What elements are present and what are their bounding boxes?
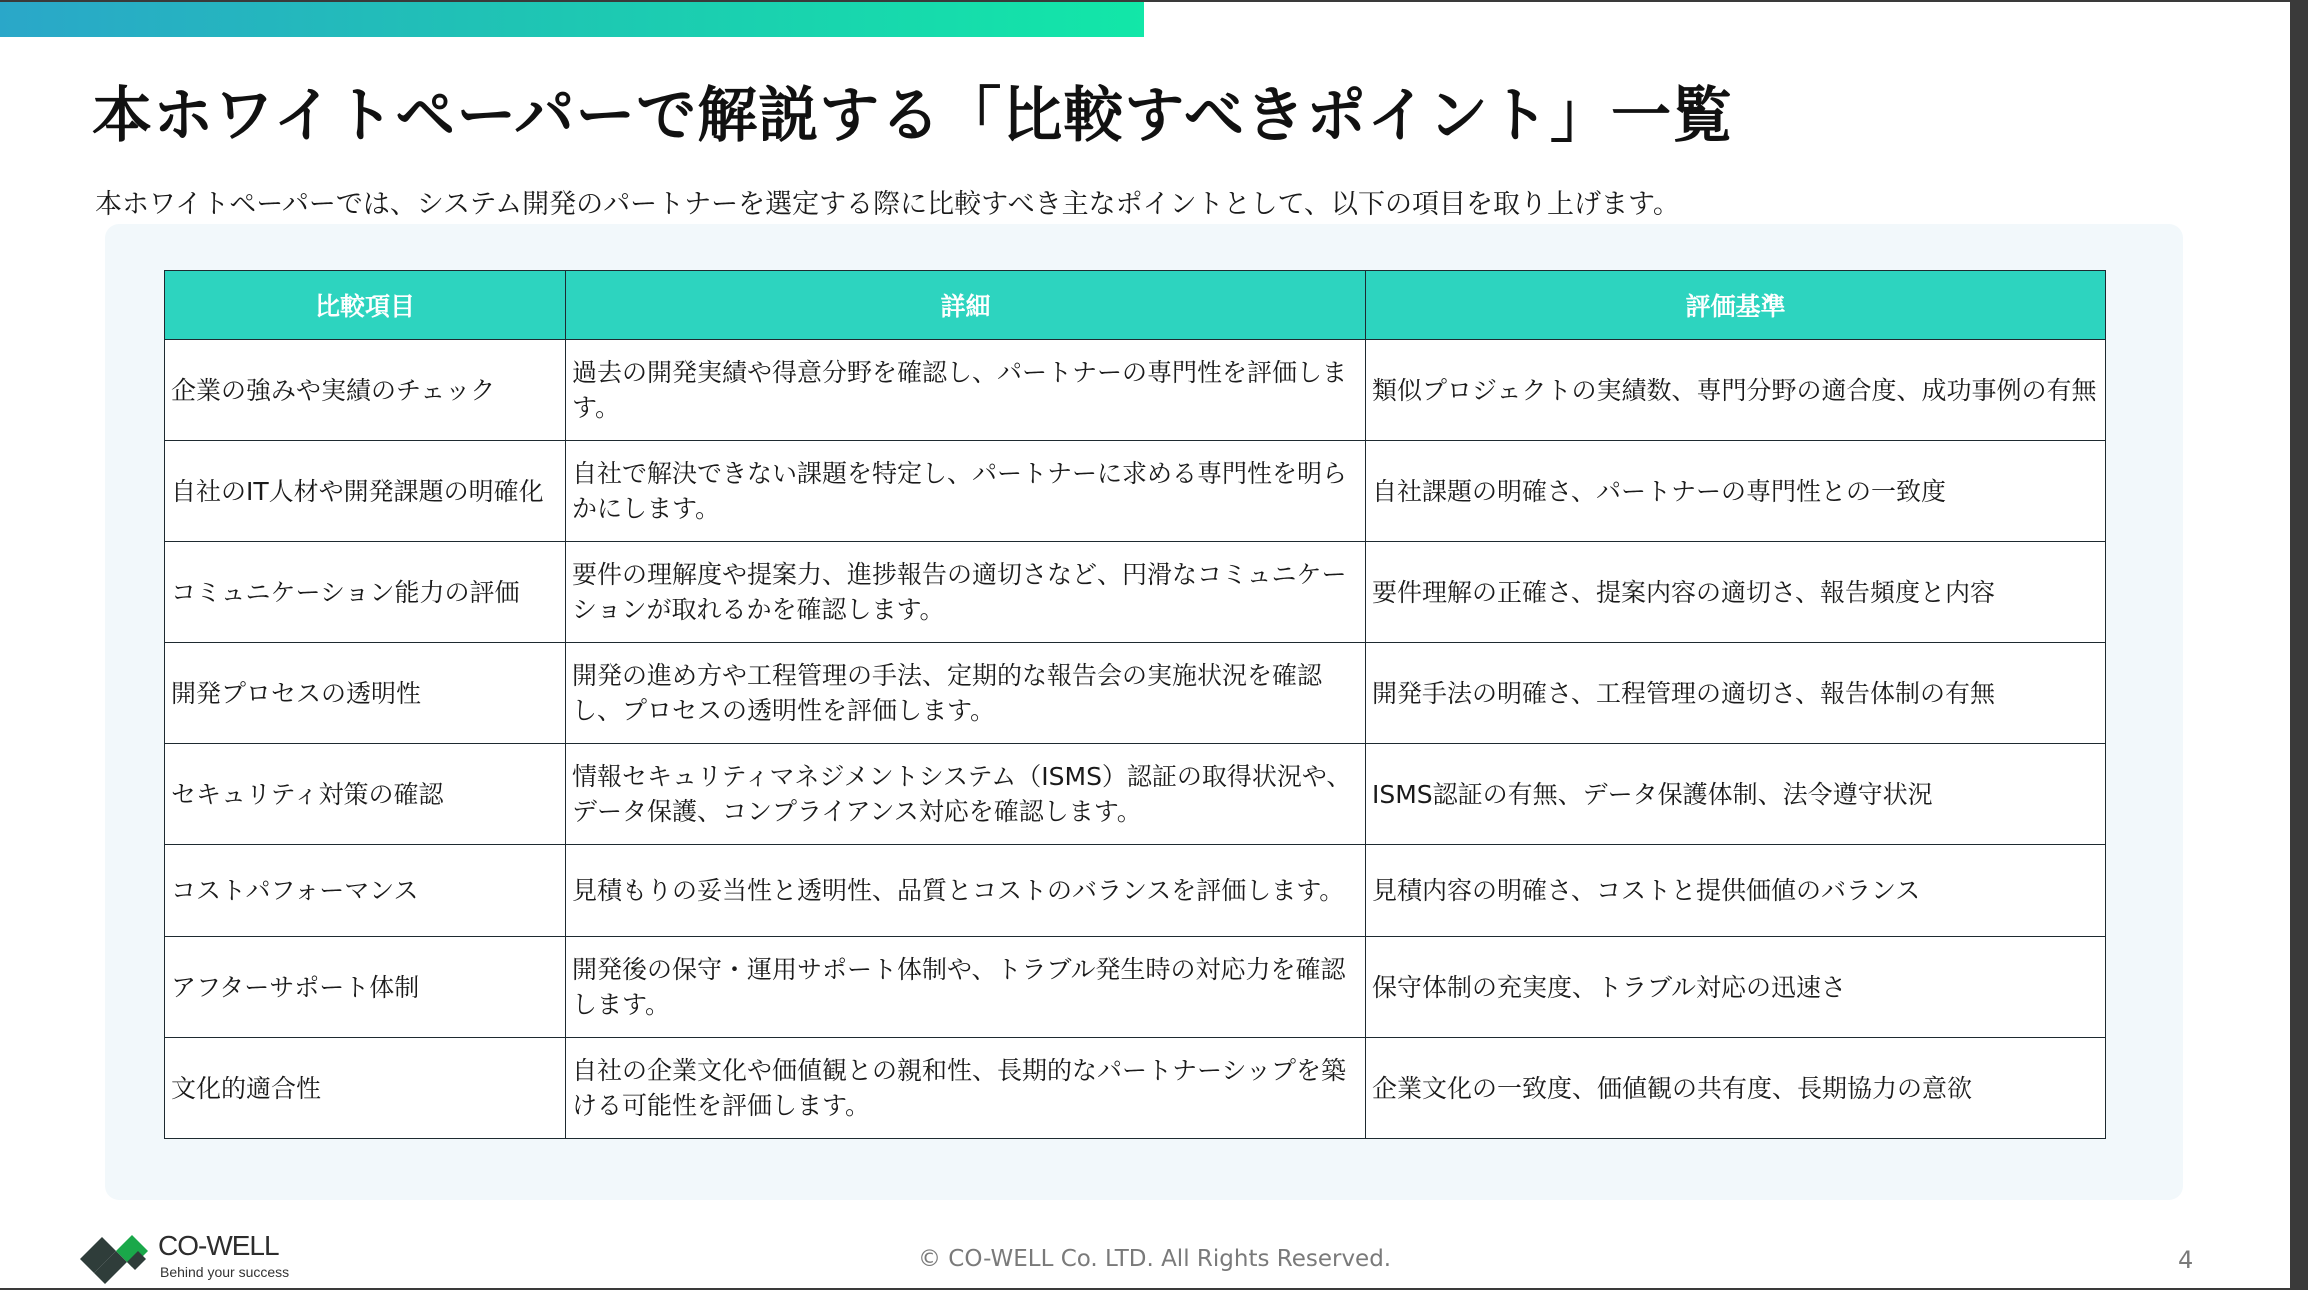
cell-detail: 見積もりの妥当性と透明性、品質とコストのバランスを評価します。: [566, 845, 1366, 937]
cell-criteria: 類似プロジェクトの実績数、専門分野の適合度、成功事例の有無: [1366, 340, 2106, 441]
cell-detail: 情報セキュリティマネジメントシステム（ISMS）認証の取得状況や、データ保護、コンプライアンス対応を確認します。: [566, 744, 1366, 845]
cell-detail: 開発の進め方や工程管理の手法、定期的な報告会の実施状況を確認し、プロセスの透明性を評価します。: [566, 643, 1366, 744]
column-header-item: 比較項目: [165, 271, 566, 340]
comparison-table: [164, 270, 2106, 1139]
cell-criteria: 自社課題の明確さ、パートナーの専門性との一致度: [1366, 441, 2106, 542]
cell-criteria: ISMS認証の有無、データ保護体制、法令遵守状況: [1366, 744, 2106, 845]
cell-item: 文化的適合性: [165, 1038, 566, 1139]
slide: [0, 2, 2290, 1288]
cell-detail: 自社で解決できない課題を特定し、パートナーに求める専門性を明らかにします。: [566, 441, 1366, 542]
co-well-logo-icon: [80, 1232, 152, 1286]
cell-criteria: 企業文化の一致度、価値観の共有度、長期協力の意欲: [1366, 1038, 2106, 1139]
accent-bar: [0, 2, 1144, 37]
cell-criteria: 開発手法の明確さ、工程管理の適切さ、報告体制の有無: [1366, 643, 2106, 744]
cell-detail: 過去の開発実績や得意分野を確認し、パートナーの専門性を評価します。: [566, 340, 1366, 441]
table-row: [165, 643, 2106, 744]
logo-tagline: Behind your success: [160, 1264, 290, 1280]
table-row: [165, 937, 2106, 1038]
company-logo: [80, 1232, 310, 1286]
copyright-text: © CO-WELL Co. LTD. All Rights Reserved.: [918, 1246, 1392, 1272]
table-row: [165, 340, 2106, 441]
column-header-criteria: 評価基準: [1366, 271, 2106, 340]
cell-item: 開発プロセスの透明性: [165, 643, 566, 744]
logo-name: CO-WELL: [158, 1230, 279, 1261]
cell-item: 企業の強みや実績のチェック: [165, 340, 566, 441]
table-row: [165, 542, 2106, 643]
table-header-row: [165, 271, 2106, 340]
cell-item: アフターサポート体制: [165, 937, 566, 1038]
cell-criteria: 見積内容の明確さ、コストと提供価値のバランス: [1366, 845, 2106, 937]
table-row: [165, 845, 2106, 937]
cell-detail: 自社の企業文化や価値観との親和性、長期的なパートナーシップを築ける可能性を評価します。: [566, 1038, 1366, 1139]
column-header-detail: 詳細: [566, 271, 1366, 340]
table-row: [165, 744, 2106, 845]
table-row: [165, 441, 2106, 542]
cell-criteria: 要件理解の正確さ、提案内容の適切さ、報告頻度と内容: [1366, 542, 2106, 643]
cell-detail: 要件の理解度や提案力、進捗報告の適切さなど、円滑なコミュニケーションが取れるかを確認します。: [566, 542, 1366, 643]
cell-item: 自社のIT人材や開発課題の明確化: [165, 441, 566, 542]
table-row: [165, 1038, 2106, 1139]
intro-text: 本ホワイトペーパーでは、システム開発のパートナーを選定する際に比較すべき主なポイントとして、以下の項目を取り上げます。: [95, 189, 1680, 220]
cell-item: コミュニケーション能力の評価: [165, 542, 566, 643]
cell-detail: 開発後の保守・運用サポート体制や、トラブル発生時の対応力を確認します。: [566, 937, 1366, 1038]
page-title: 本ホワイトペーパーで解説する「比較すべきポイント」一覧: [92, 81, 1733, 151]
cell-item: コストパフォーマンス: [165, 845, 566, 937]
cell-criteria: 保守体制の充実度、トラブル対応の迅速さ: [1366, 937, 2106, 1038]
page-number: 4: [2178, 1246, 2194, 1274]
cell-item: セキュリティ対策の確認: [165, 744, 566, 845]
